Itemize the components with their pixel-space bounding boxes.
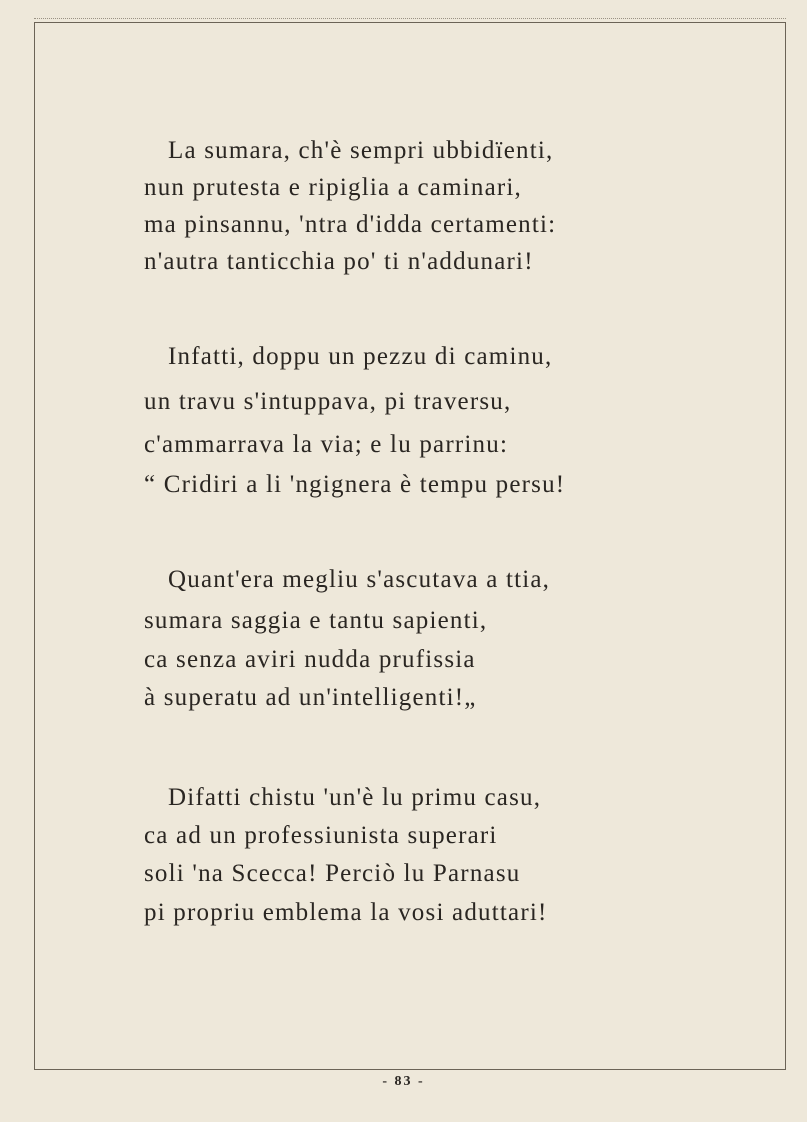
verse-line: Quant'era megliu s'ascutava a ttia, [168, 566, 551, 593]
page-number: - 83 - [382, 1074, 425, 1089]
verse-line: soli 'na Scecca! Perciò lu Parnasu [144, 860, 521, 887]
verse-line: pi propriu emblema la vosi aduttari! [144, 899, 548, 926]
verse-line: ma pinsannu, 'ntra d'idda certamenti: [144, 211, 557, 238]
verse-line: nun prutesta e ripiglia a caminari, [144, 174, 522, 201]
verse-line: “ Cridiri a li 'ngignera è tempu persu! [144, 471, 566, 498]
verse-line: La sumara, ch'è sempri ubbidïenti, [168, 137, 554, 164]
verse-line: c'ammarrava la via; e lu parrinu: [144, 431, 509, 458]
verse-line: sumara saggia e tantu sapienti, [144, 607, 488, 634]
verse-line: Infatti, doppu un pezzu di caminu, [168, 343, 553, 370]
verse-line: ca senza aviri nudda prufissia [144, 646, 476, 673]
verse-line: n'autra tanticchia po' ti n'addunari! [144, 248, 534, 275]
verse-line: Difatti chistu 'un'è lu primu casu, [168, 784, 542, 811]
verse-line: à superatu ad un'intelligenti!„ [144, 684, 477, 711]
verse-line: ca ad un professiunista superari [144, 822, 498, 849]
verse-line: un travu s'intuppava, pi traversu, [144, 388, 512, 415]
